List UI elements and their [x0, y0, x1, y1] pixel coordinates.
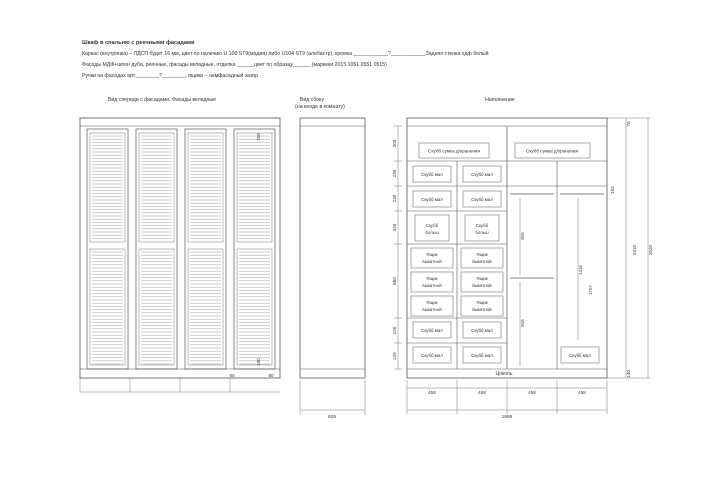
- bottom-dim-4: 458: [578, 390, 586, 395]
- side-depth-label: 625: [327, 415, 337, 420]
- drawer-left-1: [411, 248, 453, 268]
- interior-title: Наполнение: [485, 97, 515, 103]
- drawing-title: Шкаф в спальню с реечными фасадами: [82, 40, 195, 46]
- box-row-2-left-label: Скубб мал: [421, 197, 443, 202]
- front-dim-top: 100: [256, 133, 261, 141]
- drawer-right-3: [461, 296, 503, 316]
- front-view: [80, 97, 280, 392]
- bottom-dim-3: 458: [528, 390, 536, 395]
- drawer-right-1-label-2: выкатной: [472, 259, 492, 264]
- hang-dim-upper-left: 816: [520, 232, 525, 240]
- bag-left-label: Скубб сумка д/хранения: [428, 148, 480, 154]
- spec-facades: Фасады МДФ+шпон дуба, реечные, фасады вкладные, отделка ______цвет по образцу______ (маркеки 2015 1051 0551 0515): [82, 62, 387, 68]
- right-dim-top: 70: [626, 121, 631, 127]
- dim-middle: 1707: [588, 285, 593, 295]
- left-dim-5: 680: [392, 277, 397, 285]
- spec-carcass: Каркас (внутрянка) – ЛДСП будет 16 мм, цвет по наличию U 100 ST9(мадия) либо U104 ST9 (алебастр), кромка ____________?____________Задняя стенка хдф белый: [82, 51, 489, 57]
- total-width-label: 1855: [501, 415, 513, 420]
- side-view: [295, 97, 365, 420]
- spec-handles: Ручки на фасадах арт.________?________, ящики – немфасадный зазор: [82, 73, 259, 79]
- bottom-dim-2: 458: [478, 390, 486, 395]
- drawer-left-3-label-1: Ящик: [426, 300, 438, 305]
- bottom-dim-1: 458: [428, 390, 436, 395]
- hang-dim-lower-left: 816: [520, 319, 525, 327]
- hang-dim-right: 1416: [578, 265, 583, 275]
- side-panel: [300, 118, 365, 378]
- front-carcass: [80, 118, 280, 378]
- box-big-left-label-2: больш: [425, 230, 439, 235]
- box-row-6-right-label: Скубб мал: [471, 328, 493, 333]
- drawer-right-2-label-1: Ящик: [476, 276, 488, 281]
- box-bottom-right-label: Скубб мал: [569, 353, 591, 358]
- drawer-left-3: [411, 296, 453, 316]
- drawer-right-3-label-1: Ящик: [476, 300, 488, 305]
- box-big-left: [415, 215, 449, 241]
- drawer-left-2-label-1: Ящик: [426, 276, 438, 281]
- right-dim-total: 2520: [648, 244, 653, 256]
- box-row-7-left-label: Скубб мал: [421, 353, 443, 358]
- interior-view: [392, 97, 653, 420]
- box-big-right-label-1: Скубб: [475, 223, 489, 228]
- bag-right-label: Скубб сумка д/хранения: [526, 148, 578, 154]
- left-dim-4: 320: [392, 223, 397, 232]
- box-row-1-right-label: Скубб мал: [471, 172, 493, 177]
- box-row-1-left-label: Скубб мал: [421, 172, 443, 177]
- box-row-7-right-label: Скубб мал: [471, 353, 493, 358]
- drawer-left-1-label-1: Ящик: [426, 252, 438, 257]
- front-door-2-lower-panel: [139, 249, 174, 365]
- left-dim-6: 225: [392, 326, 397, 335]
- front-dim-plinth-right: 80: [268, 373, 274, 378]
- front-door-3-lower-panel: [188, 249, 223, 365]
- right-dim-inner: 2310: [632, 244, 637, 256]
- left-dim-2: 230: [392, 169, 397, 178]
- right-dim-bottom: 140: [626, 370, 631, 378]
- plinth-label: Цоколь: [495, 371, 513, 377]
- front-dim-plinth-left: 80: [229, 373, 235, 378]
- front-view-title: Вид спереди с фасадами. Фасады вкладные: [107, 97, 217, 103]
- left-dim-3: 230: [392, 194, 397, 203]
- drawer-left-2: [411, 272, 453, 292]
- drawer-right-1-label-1: Ящик: [476, 252, 488, 257]
- drawer-right-2-label-2: выкатной: [472, 283, 492, 288]
- dim-right-small: 163: [610, 186, 615, 194]
- box-big-left-label-1: Скубб: [425, 223, 439, 228]
- left-dim-7: 225: [392, 352, 397, 360]
- drawer-right-2: [461, 272, 503, 292]
- box-row-2-right-label: Скубб мал: [471, 197, 493, 202]
- side-view-title: Вид сбоку: [299, 97, 325, 103]
- front-door-1-lower-panel: [90, 249, 125, 365]
- left-dim-1: 303: [392, 139, 397, 148]
- box-big-right-label-2: больш: [475, 230, 489, 235]
- drawer-left-1-label-2: выкатной: [422, 259, 442, 264]
- front-dim-bottom: 100: [256, 358, 261, 366]
- front-door-4-lower-panel: [237, 249, 272, 365]
- drawer-left-3-label-2: выкатной: [422, 307, 442, 312]
- drawer-right-1: [461, 248, 503, 268]
- drawer-left-2-label-2: выкатной: [422, 283, 442, 288]
- side-view-subtitle: (на входе в комнату): [295, 104, 345, 110]
- drawer-right-3-label-2: выкатной: [472, 307, 492, 312]
- box-row-6-left-label: Скубб мал: [421, 328, 443, 333]
- box-big-right: [465, 215, 499, 241]
